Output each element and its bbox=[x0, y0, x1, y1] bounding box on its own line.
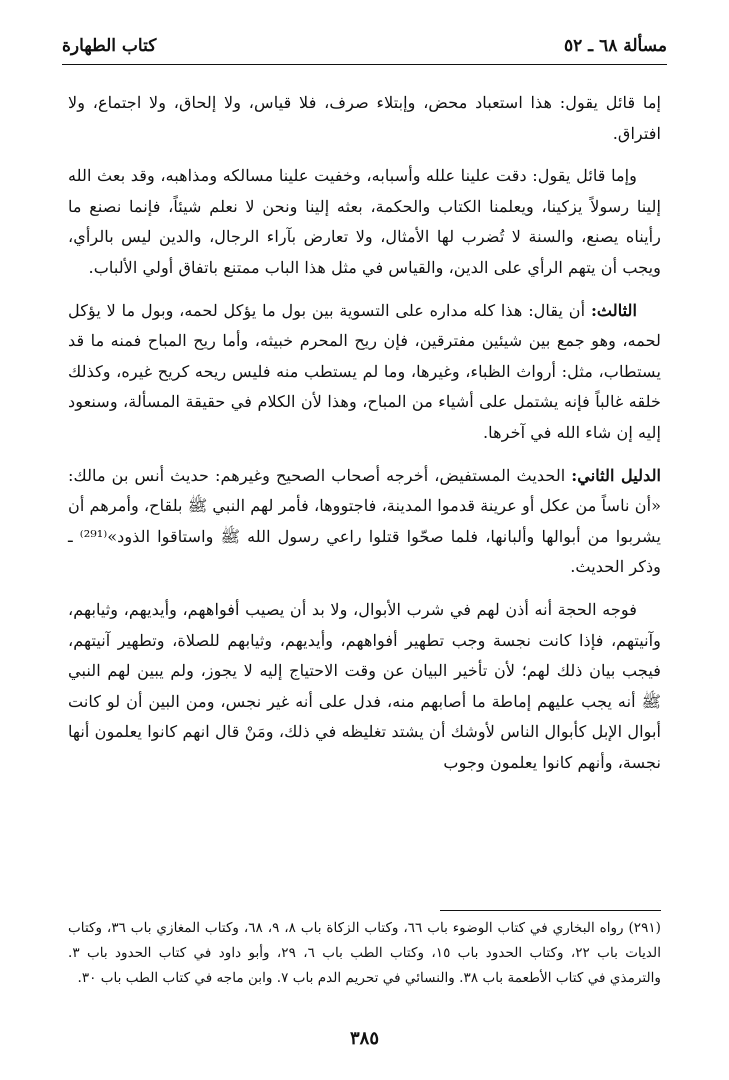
paragraph-4-lead: الدليل الثاني: bbox=[571, 465, 661, 485]
footnote-291: (٢٩١) رواه البخاري في كتاب الوضوء باب ٦٦، وكتاب الزكاة باب ٨، ٩، ٦٨، وكتاب المغازي باب ٣٦، وكتاب الديات باب ٢٢، وكتاب الحدود باب ١٥، وكتاب الطب باب ٦، ٢٩، وأبو داود في كتاب الحدود باب ٣. والترمذي في كتاب الأطعمة باب ٣٨. والنسائي في تحريم الدم باب ٧. وابن ماجه في كتاب الطب باب ٣٠. bbox=[68, 920, 661, 986]
main-text bbox=[68, 88, 661, 790]
header-book-title: كتاب الطهارة bbox=[62, 36, 157, 56]
paragraph-3-lead: الثالث: bbox=[590, 300, 637, 320]
paragraph-2-text: وإما قائل يقول: دقت علينا علله وأسبابه، وخفيت علينا مسالكه ومذاهبه، وقد بعث الله إلينا رسولاً يزكينا، ويعلمنا الكتاب والحكمة، بعثه إلينا ونحن لا نعلم شيئاً، فإنما نصنع ما رأيناه يصنع، والسنة لا تُضرب لها الأمثال، ولا تعارض بآراء الرجال، والدين ليس بالرأي، ويجب أن يتهم الرأي على الدين، والقياس في مثل هذا الباب ممتنع باتفاق أولي الألباب. bbox=[68, 166, 661, 277]
footnote-divider bbox=[440, 910, 661, 911]
paragraph-2 bbox=[68, 161, 661, 283]
paragraph-5 bbox=[68, 595, 661, 779]
paragraph-5-text: فوجه الحجة أنه أذن لهم في شرب الأبوال، ولا بد أن يصيب أفواههم، وأيديهم، وثيابهم، وآنيتهم، فإذا كانت نجسة وجب تطهير أفواههم، وأيديهم، وثيابهم للصلاة، وتطهير آنيتهم، فيجب بيان ذلك لهم؛ لأن تأخير البيان عن وقت الاحتياج إليه لا يجوز، ولم يبين لهم النبي ﷺ أنه يجب عليهم إماطة ما أصابهم منه، فدل على أنه غير نجس، ومن البين أن لو كانت أبوال الإبل كأبوال الناس لأوشك أن يشتد تغليظه في ذلك، ومَنْ قال انهم كانوا يعلمون أنها نجسة، وأنهم كانوا يعلمون وجوب bbox=[68, 599, 661, 772]
paragraph-1-text: إما قائل يقول: هذا استعباد محض، وإبتلاء صرف، فلا قياس، ولا إلحاق، ولا اجتماع، ولا افتراق. bbox=[68, 93, 661, 143]
paragraph-3-text: أن يقال: هذا كله مداره على التسوية بين بول ما يؤكل لحمه، وبول ما لا يؤكل لحمه، وهو جمع بين شيئين مفترقين، فإن ريح المحرم خبيثه، وأما ريح المباح فمنه ما قد يستطاب، مثل: أرواث الظباء، وغيرها، وما لم يستطب منه فليس ريحه كريح غيره، وكذلك خلقه غالباً فإنه يشتمل على أشياء من المباح، وهذا لأن الكلام في حقيقة المسألة، وسنعود إليه إن شاء الله في آخرها. bbox=[68, 300, 661, 442]
page-number: ٣٨٥ bbox=[349, 1028, 379, 1049]
header-issue-number: مسألة ٦٨ ـ ٥٢ bbox=[563, 36, 667, 56]
header-divider bbox=[62, 64, 667, 65]
paragraph-1 bbox=[68, 88, 661, 149]
paragraph-3 bbox=[68, 296, 661, 449]
paragraph-4 bbox=[68, 461, 661, 583]
paragraph-4-text: الحديث المستفيض، أخرجه أصحاب الصحيح وغيرهم: حديث أنس بن مالك: «أن ناساً من عكل أو عرينة قدموا المدينة، فاجتووها، فأمر لهم النبي ﷺ بلقاح، وأمرهم أن يشربوا من أبوالها وألبانها، فلما صحّوا قتلوا راعي رسول الله ﷺ واستاقوا الذود»⁽²⁹¹⁾ ـ وذكر الحديث. bbox=[68, 465, 661, 577]
running-header bbox=[62, 36, 667, 64]
